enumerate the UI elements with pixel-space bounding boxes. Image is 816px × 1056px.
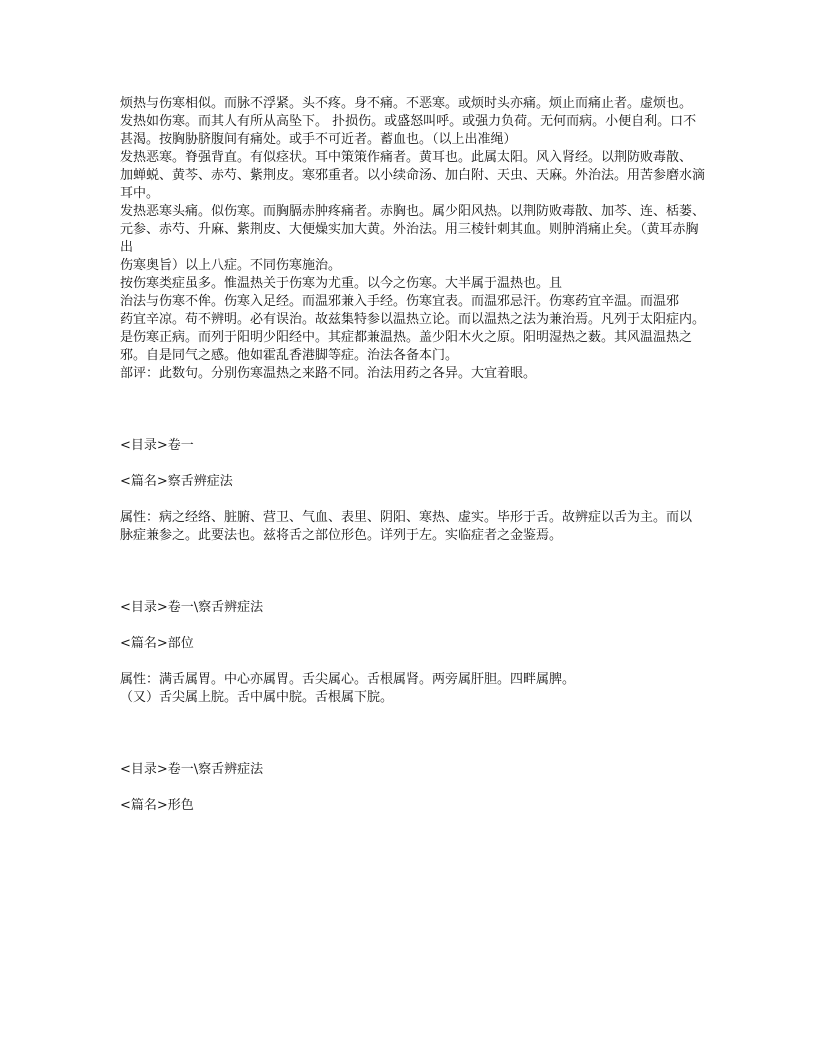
chapter-title: <篇名>部位 bbox=[120, 636, 194, 651]
paragraph: 治法与伤寒不侔。伤寒入足经。而温邪兼入手经。伤寒宜表。而温邪忌汗。伤寒药宜辛温。而温邪 bbox=[120, 294, 680, 309]
paragraph: 邪。自是同气之感。他如霍乱香港脚等症。治法各备本门。 bbox=[120, 348, 459, 363]
paragraph: 是伤寒正病。而列于阳明少阳经中。其症都兼温热。盖少阳木火之原。阳明湿热之薮。其风温温热之 bbox=[120, 330, 693, 345]
section-tongue-diagnosis bbox=[120, 437, 705, 545]
paragraph: 发热恶寒头痛。似伤寒。而胸膈赤肿疼痛者。赤胸也。属少阳风热。以荆防败毒散、加芩、连、栝蒌、 bbox=[120, 204, 706, 219]
paragraph: 伤寒奥旨）以上八症。不同伤寒施治。 bbox=[120, 258, 342, 273]
document-page bbox=[120, 95, 705, 815]
paragraph: 加蝉蜕、黄芩、赤芍、紫荆皮。寒邪重者。以小续命汤、加白附、天虫、天麻。外治法。用苦参磨水滴耳中。 bbox=[120, 168, 706, 201]
chapter-title: <篇名>形色 bbox=[120, 798, 194, 813]
chapter-title: <篇名>察舌辨症法 bbox=[120, 474, 233, 489]
paragraph: 属性：病之经络、脏腑、营卫、气血、表里、阴阳、寒热、虚实。毕形于舌。故辨症以舌为主。而以 bbox=[120, 510, 693, 525]
paragraph: 药宜辛凉。苟不辨明。必有误治。故兹集特参以温热立论。而以温热之法为兼治焉。凡列于太阳症内。 bbox=[120, 312, 706, 327]
paragraph: 元参、赤芍、升麻、紫荆皮、大便燥实加大黄。外治法。用三棱针刺其血。则肿消痛止矣。（黄耳赤胸出 bbox=[120, 222, 699, 255]
paragraph: 脉症兼参之。此要法也。兹将舌之部位形色。详列于左。实临症者之金鉴焉。 bbox=[120, 528, 563, 543]
paragraph: 属性：满舌属胃。中心亦属胃。舌尖属心。舌根属肾。两旁属肝胆。四畔属脾。 bbox=[120, 672, 576, 687]
paragraph: 按伤寒类症虽多。惟温热关于伤寒为尤重。以今之伤寒。大半属于温热也。且 bbox=[120, 276, 563, 291]
paragraph: （又）舌尖属上脘。舌中属中脘。舌根属下脘。 bbox=[120, 690, 394, 705]
toc-path: <目录>卷一 bbox=[120, 438, 194, 453]
toc-path: <目录>卷一\察舌辨症法 bbox=[120, 600, 264, 615]
paragraph: 部评：此数句。分别伤寒温热之来路不同。治法用药之各异。大宜着眼。 bbox=[120, 366, 537, 381]
section-position bbox=[120, 599, 705, 707]
paragraph: 发热恶寒。脊强背直。有似痉状。耳中策策作痛者。黄耳也。此属太阳。风入肾经。以荆防败毒散、 bbox=[120, 150, 693, 165]
section-fever-differentiation bbox=[120, 95, 705, 383]
paragraph: 烦热与伤寒相似。而脉不浮紧。头不疼。身不痛。不恶寒。或烦时头亦痛。烦止而痛止者。虚烦也。 bbox=[120, 96, 693, 111]
toc-path: <目录>卷一\察舌辨症法 bbox=[120, 762, 264, 777]
section-shape-color bbox=[120, 761, 705, 815]
paragraph: 发热如伤寒。而其人有所从高坠下。 扑损伤。或盛怒叫呼。或强力负荷。无何而病。小便自利。口不甚渴。按胸胁脐腹间有痛处。或手不可近者。蓄血也。（以上出准绳） bbox=[120, 114, 697, 147]
